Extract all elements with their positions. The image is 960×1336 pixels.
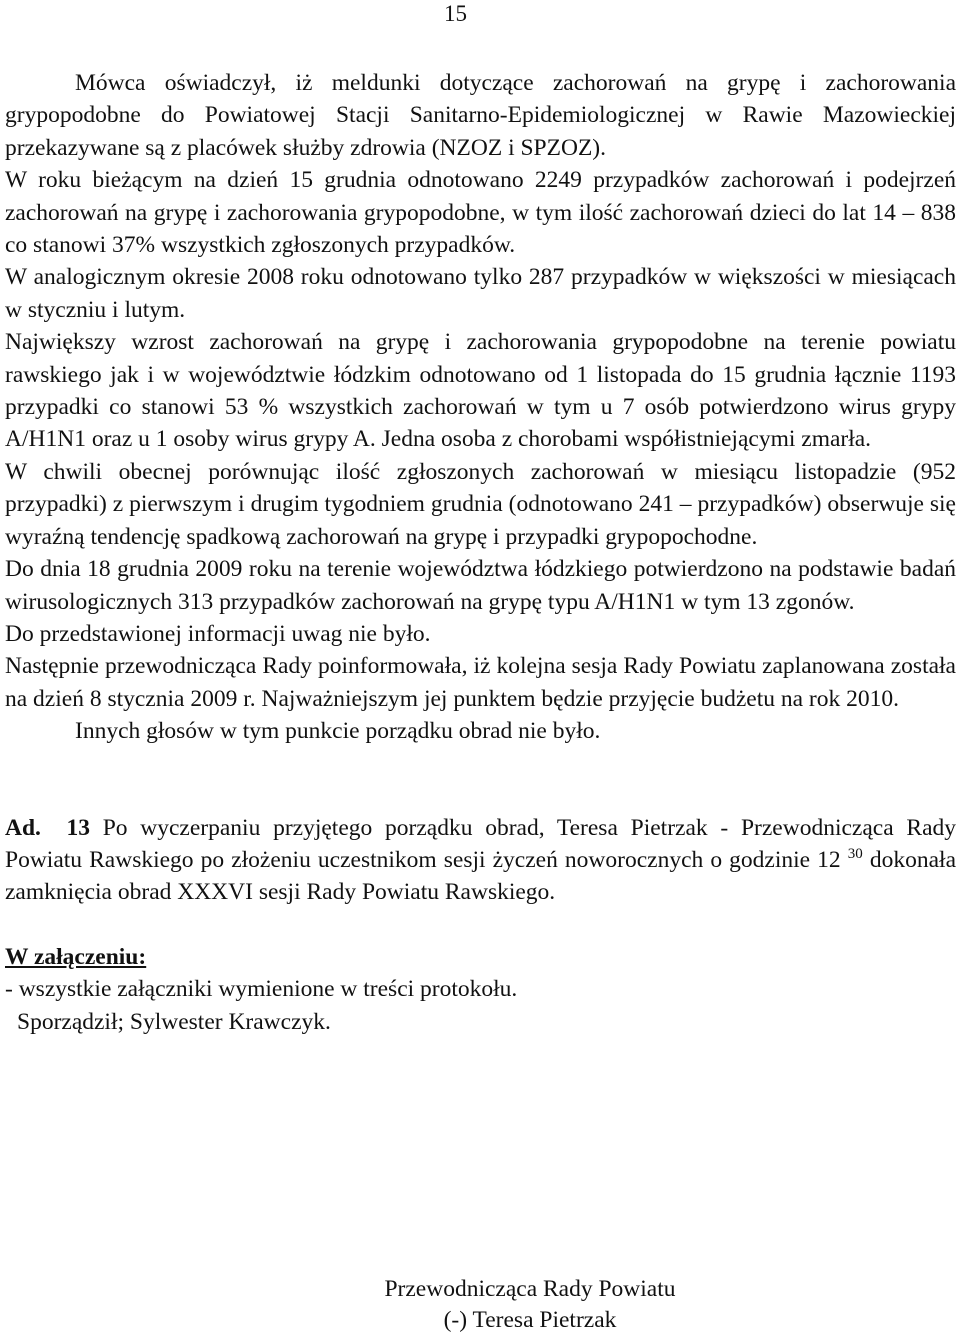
attachment-heading-text: W załączeniu: <box>5 943 147 970</box>
signature-name <box>50 1305 960 1335</box>
ad13-text-before: Po wyczerpaniu przyjętego porządku obrad, Teresa Pietrzak - Przewodnicząca Rady Powiatu Rawskiego po złożeniu uczestnikom sesji życzeń noworocznych o godzinie 12 <box>5 814 956 873</box>
paragraph-lodz-voivodeship: Do dnia 18 grudnia 2009 roku na terenie województwa łódzkiego potwierdzono na podstawie badań wirusologicznych 313 przypadków zachorowań na grypę typu A/H1N1 w tym 13 zgonów. <box>5 556 956 615</box>
signature-name-text: (-) Teresa Pietrzak <box>443 1307 617 1333</box>
ad-label: Ad. <box>5 814 41 841</box>
attachment-heading <box>5 941 956 973</box>
attachment-item: - wszystkie załączniki wymienione w treści protokołu. <box>5 976 518 1003</box>
signature-title <box>50 1274 960 1304</box>
prepared-by: Sporządził; Sylwester Krawczyk. <box>17 1008 331 1035</box>
ad-number: 13 <box>66 814 90 841</box>
paragraph-cases-2249: W roku bieżącym na dzień 15 grudnia odnotowano 2249 przypadków zachorowań i podejrzeń zachorowań na grypę i zachorowania grypopodobne, w tym ilość zachorowań dzieci do lat 14 – 838 co stanowi 37% wszystkich zgłoszonych przypadków. <box>5 167 956 259</box>
paragraph-intro: Mówca oświadczył, iż meldunki dotyczące zachorowań na grypę i zachorowania grypopodobne do Powiatowej Stacji Sanitarno-Epidemiologicznej w Rawie Mazowieckiej przekazywane są z placówek służby zdrowia (NZOZ i SPZOZ). <box>5 70 956 161</box>
signature-title-text: Przewodnicząca Rady Powiatu <box>384 1276 676 1302</box>
document-body <box>5 67 956 1038</box>
paragraph-next-session: Następnie przewodnicząca Rady poinformowała, iż kolejna sesja Rady Powiatu zaplanowana została na dzień 8 stycznia 2009 r. Najważniejszym jej punktem będzie przyjęcie budżetu na rok 2010. <box>5 653 956 712</box>
ad13-text-after: dokonała zamknięcia obrad XXXVI sesji Rady Powiatu Rawskiego. <box>5 846 957 906</box>
time-minutes-superscript: 30 <box>847 846 863 863</box>
paragraph-current-trend: W chwili obecnej porównując ilość zgłoszonych zachorowań w miesiącu listopadzie (952 przypadki) z pierwszym i drugim tygodniem grudnia (odnotowano 241 – przypadków) obserwuje się wyraźną tendencję spadkową zachorowań na grypę i przypadki grypopochodne. <box>5 458 956 550</box>
paragraph-ad13 <box>5 812 956 909</box>
paragraph-no-other-votes: Innych głosów w tym punkcie porządku obrad nie było. <box>75 718 601 745</box>
section-gap <box>5 909 956 941</box>
paragraph-largest-increase: Największy wzrost zachorowań na grypę i zachorowania grypopodobne na terenie powiatu rawskiego jak i w województwie łódzkim odnotowano od 1 listopada do 15 grudnia łącznie 1193 przypadki co stanowi 53 % wszystkich zachorowań w tym u 7 osób potwierdzono wirus grypy A/H1N1 oraz u 1 osoby wirus grypy A. Jedna osoba z chorobami współistniejącymi zmarła. <box>5 329 956 453</box>
section-gap <box>5 748 956 812</box>
page-number: 15 <box>444 1 467 26</box>
paragraph-no-remarks: Do przedstawionej informacji uwag nie było. <box>5 620 431 647</box>
paragraph-cases-2008: W analogicznym okresie 2008 roku odnotowano tylko 287 przypadków w większości w miesiącach w styczniu i lutym. <box>5 264 956 323</box>
